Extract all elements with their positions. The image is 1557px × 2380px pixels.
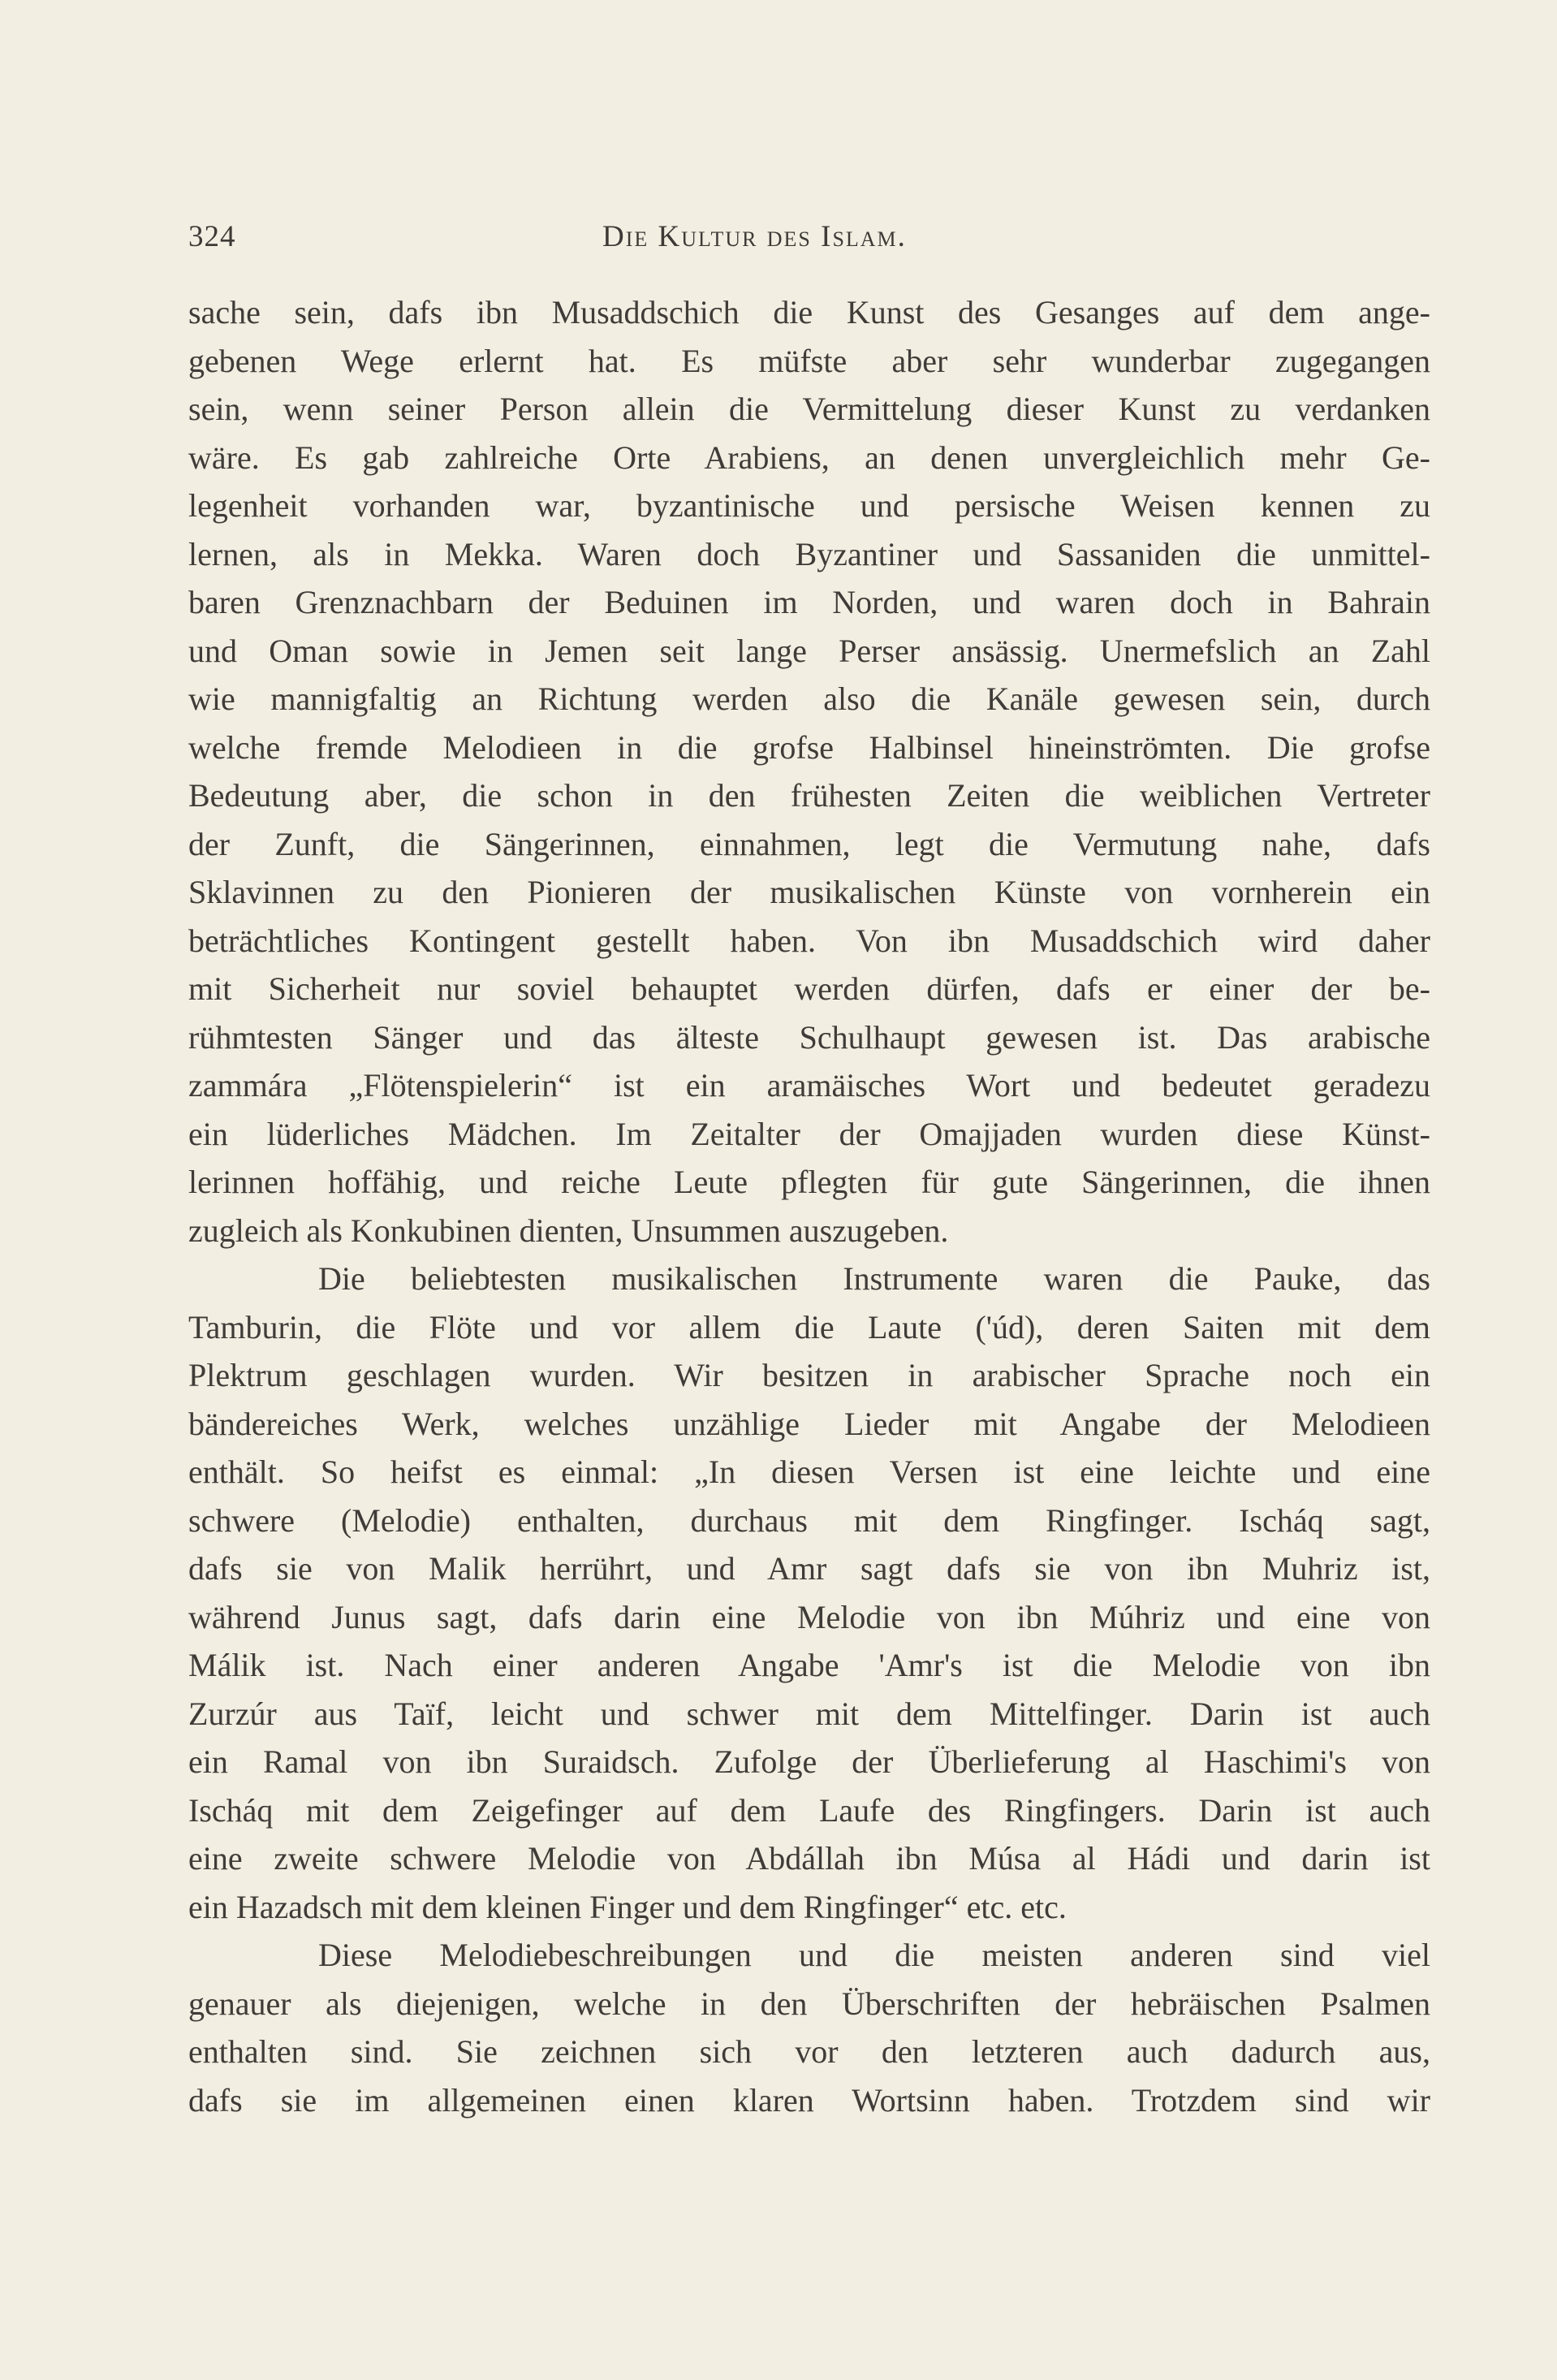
text-line: gebenen Wege erlernt hat. Es müfste aber sehr wunderbar zugegangen [188, 342, 1430, 379]
text-line: sache sein, dafs ibn Musaddschich die Kunst des Gesanges auf dem ange- [188, 294, 1430, 330]
text-line: zugleich als Konkubinen dienten, Unsummen auszugeben. [188, 1212, 949, 1249]
text-line: legenheit vorhanden war, byzantinische und persische Weisen kennen zu [188, 487, 1430, 524]
text-line: Málik ist. Nach einer anderen Angabe 'Amr's ist die Melodie von ibn [188, 1647, 1430, 1683]
text-line: Die beliebtesten musikalischen Instrumente waren die Pauke, das [318, 1260, 1430, 1297]
text-line: wäre. Es gab zahlreiche Orte Arabiens, an denen unvergleichlich mehr Ge- [188, 438, 1430, 476]
running-head: Die Kultur des Islam. [602, 220, 907, 253]
text-line: genauer als diejenigen, welche in den Überschriften der hebräischen Psalmen [188, 1985, 1430, 2022]
text-line: Plektrum geschlagen wurden. Wir besitzen in arabischer Sprache noch ein [188, 1357, 1430, 1393]
text-line: dafs sie im allgemeinen einen klaren Wortsinn haben. Trotzdem sind wir [188, 2081, 1430, 2119]
text-line: zammára „Flötenspielerin“ ist ein aramäisches Wort und bedeutet geradezu [188, 1067, 1430, 1104]
text-line: Bedeutung aber, die schon in den frühesten Zeiten die weiblichen Vertreter [188, 777, 1430, 814]
text-line: welche fremde Melodieen in die grofse Halbinsel hineinströmten. Die grofse [188, 728, 1430, 766]
text-line: lernen, als in Mekka. Waren doch Byzantiner und Sassaniden die unmittel- [188, 535, 1430, 572]
text-line: Diese Melodiebeschreibungen und die meisten anderen sind viel [318, 1937, 1430, 1973]
text-line: schwere (Melodie) enthalten, durchaus mit dem Ringfinger. Ischáq sagt, [188, 1501, 1430, 1539]
text-line: eine zweite schwere Melodie von Abdállah ibn Músa al Hádi und darin ist [188, 1840, 1430, 1877]
text-line: der Zunft, die Sängerinnen, einnahmen, legt die Vermutung nahe, dafs [188, 825, 1430, 862]
paragraph-3 [188, 1931, 1430, 2124]
text-line: ein Hazadsch mit dem kleinen Finger und dem Ringfinger“ etc. etc. [188, 1888, 1067, 1925]
text-line: rühmtesten Sänger und das älteste Schulhaupt gewesen ist. Das arabische [188, 1018, 1430, 1056]
text-line: ein Ramal von ibn Suraidsch. Zufolge der Überlieferung al Haschimi's von [188, 1743, 1430, 1780]
text-line: ein lüderliches Mädchen. Im Zeitalter der Omajjaden wurden diese Künst- [188, 1115, 1430, 1152]
text-line: sein, wenn seiner Person allein die Vermittelung dieser Kunst zu verdanken [188, 391, 1430, 427]
paragraph-2 [188, 1255, 1430, 1931]
text-line: Zurzúr aus Taïf, leicht und schwer mit dem Mittelfinger. Darin ist auch [188, 1695, 1430, 1732]
text-line: baren Grenznachbarn der Beduinen im Norden, und waren doch in Bahrain [188, 584, 1430, 620]
text-line: enthalten sind. Sie zeichnen sich vor den letzteren auch dadurch aus, [188, 2033, 1430, 2070]
text-line: Tamburin, die Flöte und vor allem die Laute ('úd), deren Saiten mit dem [188, 1308, 1430, 1345]
text-line: wie mannigfaltig an Richtung werden also die Kanäle gewesen sein, durch [188, 680, 1430, 717]
text-line: enthält. So heifst es einmal: „In diesen Versen ist eine leichte und eine [188, 1453, 1430, 1490]
text-line: mit Sicherheit nur soviel behauptet werden dürfen, dafs er einer der be- [188, 970, 1430, 1007]
text-line: dafs sie von Malik herrührt, und Amr sagt dafs sie von ibn Muhriz ist, [188, 1550, 1430, 1587]
text-line: beträchtliches Kontingent gestellt haben. Von ibn Musaddschich wird daher [188, 922, 1430, 959]
text-line: bändereiches Werk, welches unzählige Lieder mit Angabe der Melodieen [188, 1405, 1430, 1442]
body-text [188, 288, 1430, 2124]
page-header [188, 219, 1430, 260]
text-line: während Junus sagt, dafs darin eine Melodie von ibn Múhriz und eine von [188, 1598, 1430, 1635]
text-line: und Oman sowie in Jemen seit lange Perser ansässig. Unermefslich an Zahl [188, 632, 1430, 669]
paragraph-1 [188, 288, 1430, 1255]
page-number: 324 [188, 220, 236, 253]
text-line: Ischáq mit dem Zeigefinger auf dem Laufe des Ringfingers. Darin ist auch [188, 1791, 1430, 1829]
text-line: lerinnen hoffähig, und reiche Leute pflegten für gute Sängerinnen, die ihnen [188, 1164, 1430, 1200]
text-line: Sklavinnen zu den Pionieren der musikalischen Künste von vornherein ein [188, 874, 1430, 910]
